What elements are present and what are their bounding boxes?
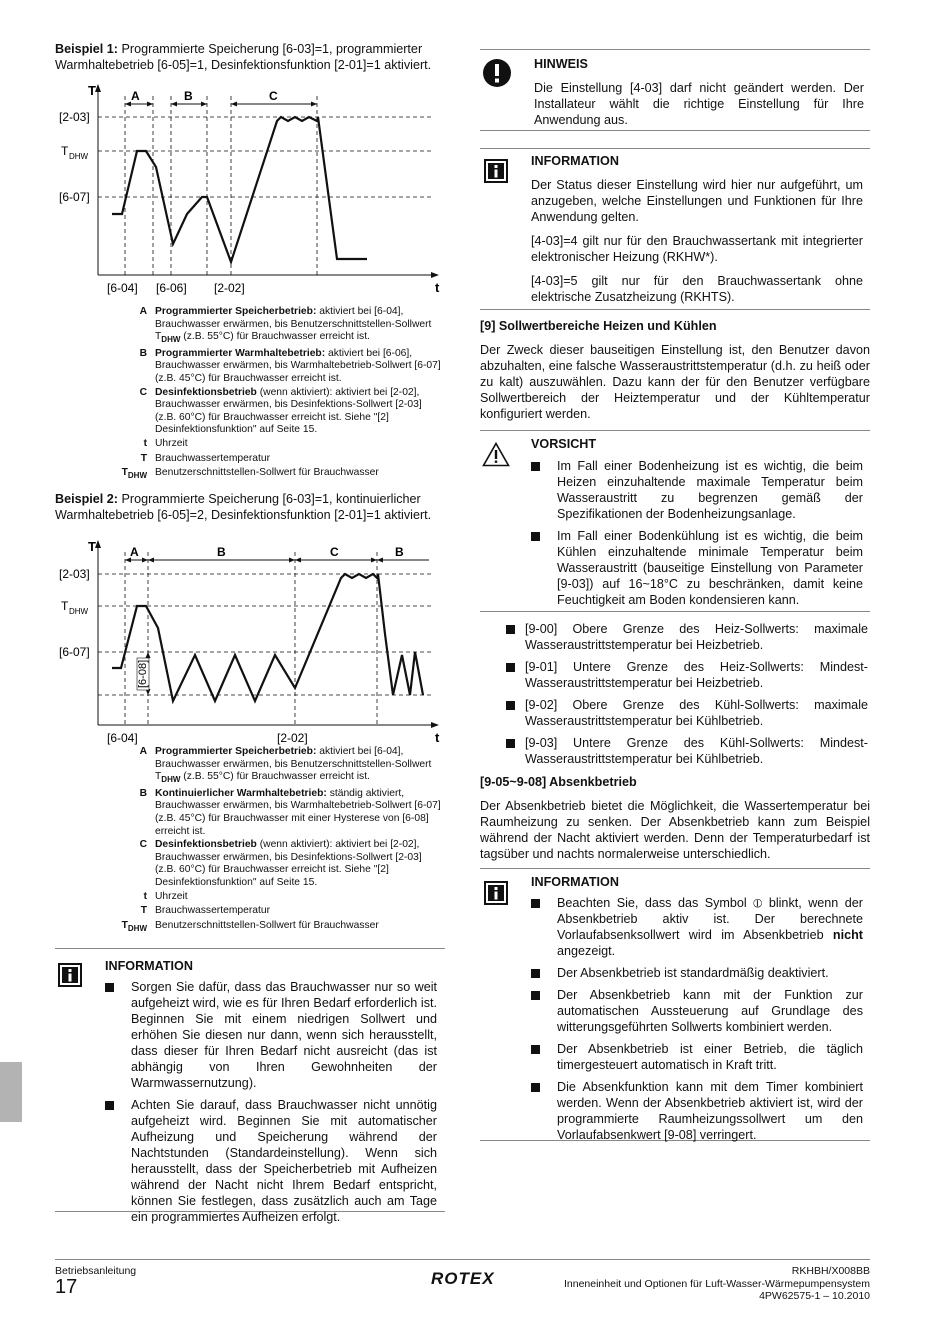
footer-right [564, 1265, 870, 1303]
page-number: 17 [55, 1276, 78, 1298]
info-icon [484, 881, 508, 905]
tick-2-02: [2-02] [214, 281, 245, 295]
side-tab-marker [0, 1062, 22, 1122]
section-text: Der Absenkbetrieb bietet die Möglichkeit, die Wassertemperatur bei Raumheizung zu senken. Der Absenkbetrieb kann zum Beispiel während der Nacht aktiviert werden. Denn der Temperaturbedarf ist tagsüber und nachts normalerweise unterschiedlich. [480, 799, 870, 861]
bullet-square [531, 991, 540, 1000]
list-item: [9-01] Untere Grenze des Heiz-Sollwerts: Mindest-Wasseraustrittstemperatur bei Heizbetrieb. [506, 659, 868, 691]
list-item: Die Absenkfunktion kann mit dem Timer kombiniert werden. Wenn der Absenkbetrieb aktiviert ist, wird der programmierte Raumheizungssollwert um den Vorlaufabsenkwert [9-08] verringert. [531, 1079, 863, 1143]
list-item: Im Fall einer Bodenheizung ist es wichtig, die beim Heizen einzuhaltende maximale Temperatur beim Wasseraustritt zu begrenzen gemäß der Spezifikationen der Bodenheizungsanlage. [531, 458, 863, 522]
tick-2-03: [2-03] [59, 110, 90, 124]
rotex-logo: ROTEX [431, 1269, 495, 1288]
tick-tdhw-sub: DHW [69, 607, 89, 616]
info-paragraph: [4-03]=5 gilt nur für den Brauchwassertank ohne elektrische Zusatzheizung (RKHTS). [531, 274, 863, 304]
phase-c-label: C [269, 89, 278, 103]
chart-example2 [55, 538, 445, 748]
bullet-square [531, 532, 540, 541]
legend-key: $T_{DHW}$ [121, 467, 147, 481]
tick-6-07: [6-07] [59, 190, 90, 204]
legend-desc: Benutzerschnittstellen-Sollwert für Brauchwasser [155, 919, 379, 931]
tick-2-03: [2-03] [59, 567, 90, 581]
list-item: Beachten Sie, dass das Symbol ⦶ blinkt, wenn der Absenkbetrieb aktiv ist. Der berechnete Vorlaufabsenksollwert wird im Absenkbetrieb nicht angezeigt. [531, 895, 863, 959]
info-paragraph: Der Status dieser Einstellung wird hier nur aufgeführt, um anzugeben, welche Einstellungen und Funktionen für Ihre Anwendung gelten. [531, 178, 863, 224]
list-item: Der Absenkbetrieb kann mit der Funktion zur automatischen Aussteuerung auf Grundlage des witterungsgeführten Sollwerts kombiniert werden. [531, 987, 863, 1035]
list-item: [9-00] Obere Grenze des Heiz-Sollwerts: maximale Wasseraustrittstemperatur bei Heizbetrieb. [506, 621, 868, 653]
tick-6-06: [6-06] [156, 281, 187, 295]
bullet-square [531, 1083, 540, 1092]
legend-key: T [140, 905, 147, 917]
list-item: Sorgen Sie dafür, dass das Brauchwasser nur so weit aufgeheizt wird, wie es für Ihren Bedarf erforderlich ist. Beginnen Sie mit einem niedrigen Sollwert und erhöhen Sie diesen nur dann, wenn sich herausstellt, dass dieser für Ihren Bedarf nicht ausreicht (das ist abhängig von Ihren Gewohnheiten der Warmwassernutzung). [105, 979, 437, 1091]
y-axis-label: T [88, 539, 96, 554]
vorsicht-title: VORSICHT [531, 437, 597, 451]
phase-c-label: C [330, 545, 339, 559]
info-box-left [55, 948, 445, 1224]
legend-key: T [140, 452, 147, 464]
temperature-curve [112, 117, 367, 262]
info-title: INFORMATION [531, 154, 619, 168]
legend-desc: Brauchwassertemperatur [155, 905, 271, 917]
info-paragraph: [4-03]=4 gilt nur für den Brauchwassertank mit integrierter elektronischer Heizung (RKHW*). [531, 234, 863, 264]
phase-b-label: B [217, 545, 226, 559]
chart-example1 [55, 82, 445, 297]
legend-desc: Uhrzeit [155, 890, 188, 902]
list-item: [9-02] Obere Grenze des Kühl-Sollwerts: maximale Wasseraustrittstemperatur bei Kühlbetrieb. [506, 697, 868, 729]
footer-doc-number: 4PW62575-1 – 10.2010 [759, 1290, 870, 1302]
section-text: Der Zweck dieser bauseitigen Einstellung ist, den Benutzer davon abzuhalten, eine falsche Wasseraustrittstemperatur (d.h. zu heiß oder zu kalt) auszuwählen. Dazu kann der für den Benutzer verfügbare Sollwertbereich der Heiztemperatur und der Kühltemperatur konfiguriert werden. [480, 343, 870, 421]
legend-desc: Kontinuierlicher Warmhaltebetrieb: ständig aktiviert, Brauchwasser erwärmen, bis Warmhaltebetrieb-Sollwert [6-07] (z.B. 45°C) für Brauchwasser mit einer Hysterese von [6-08] erreicht ist. [155, 787, 441, 837]
list-item: Im Fall einer Bodenkühlung ist es wichtig, die beim Kühlen einzuhaltende minimale Temperatur beim Wasseraustritt (bauseitige Einstellung von Parameter [9-03]) auf 16~18°C zu beschränken, damit keine Feuchtigkeit am Boden kondensieren kann. [531, 528, 863, 608]
info-icon [484, 159, 508, 183]
legend-desc: Brauchwassertemperatur [155, 452, 271, 464]
example2-heading-text: Programmierte Speicherung [6-03]=1, kontinuierlicher Warmhaltebetrieb [6-05]=2, Desinfektionsfunktion [2-01]=1 aktiviert. [55, 492, 432, 522]
info-title: INFORMATION [105, 959, 193, 973]
info-title: INFORMATION [531, 875, 619, 889]
legend-key: B [139, 347, 147, 359]
phase-b2-label: B [395, 545, 404, 559]
legend-desc: Benutzerschnittstellen-Sollwert für Brauchwasser [155, 467, 379, 479]
bullet-square [105, 983, 114, 992]
info-box-right-1 [480, 148, 870, 310]
legend-example1 [55, 306, 445, 483]
absenk-symbol-icon: ⦶ [753, 896, 763, 910]
bullet-square [531, 899, 540, 908]
legend-desc: Uhrzeit [155, 437, 188, 449]
vorsicht-box [480, 430, 870, 612]
tick-6-04: [6-04] [107, 281, 138, 295]
list-item: Der Absenkbetrieb ist einer Betrieb, die täglich timergesteuert automatisch in Kraft tritt. [531, 1041, 863, 1073]
tick-tdhw: T [61, 599, 69, 613]
hinweis-text: Die Einstellung [4-03] darf nicht geändert werden. Der Installateur wählt die richtige Einstellung für Ihre Anwendung aus. [534, 81, 864, 127]
bullet-square [531, 1045, 540, 1054]
bullet-square [506, 701, 515, 710]
phase-a-label: A [130, 545, 139, 559]
example2-heading-bold: Beispiel 2: [55, 492, 118, 506]
section-heading: [9] Sollwertbereiche Heizen und Kühlen [480, 319, 717, 333]
legend-key: B [139, 787, 147, 799]
legend-desc: Programmierter Warmhaltebetrieb: aktiviert bei [6-06], Brauchwasser erwärmen, bis Warmhaltebetrieb-Sollwert [6-07] (z.B. 45°C) für Brauchwasser erreicht ist. [155, 347, 441, 385]
legend-example2 [55, 746, 445, 935]
x-axis-label: t [435, 730, 440, 745]
tick-tdhw: T [61, 144, 69, 158]
example1-heading-bold: Beispiel 1: [55, 42, 118, 56]
warning-circle-icon [482, 58, 512, 88]
legend-desc: Desinfektionsbetrieb (wenn aktiviert): aktiviert bei [2-02], Brauchwasser erwärmen, bis Desinfektions-Sollwert [2-03] (z.B. 60°C) für Brauchwasser erreicht ist. Siehe "[2] Desinfektionsfunktion" auf Seite 15. [155, 839, 422, 888]
tick-2-02: [2-02] [277, 731, 308, 745]
legend-key: t [143, 437, 147, 449]
footer-doc-type: Betriebsanleitung [55, 1265, 137, 1277]
legend-key: C [139, 839, 147, 851]
example1-heading-text: Programmierte Speicherung [6-03]=1, programmierter Warmhaltebetrieb [6-05]=1, Desinfektionsfunktion [2-01]=1 aktiviert. [55, 42, 432, 72]
tick-6-07: [6-07] [59, 645, 90, 659]
temperature-curve [112, 574, 423, 701]
footer-product: Inneneinheit und Optionen für Luft-Wasser-Wärmepumpensystem [563, 1277, 870, 1290]
phase-b-label: B [184, 89, 193, 103]
tick-tdhw-sub: DHW [69, 152, 89, 161]
bullet-square [531, 462, 540, 471]
example1-heading [55, 41, 445, 73]
y-axis-label: T [88, 83, 96, 98]
legend-key: A [139, 306, 147, 317]
section-heading: [9-05~9-08] Absenkbetrieb [480, 775, 637, 789]
list-item: Der Absenkbetrieb ist standardmäßig deaktiviert. [531, 965, 863, 981]
legend-key: C [139, 386, 147, 398]
bullet-square [506, 625, 515, 634]
caution-triangle-icon [482, 442, 510, 467]
list-item: [9-03] Untere Grenze des Kühl-Sollwerts: Mindest-Wasseraustrittstemperatur bei Kühlbetrieb. [506, 735, 868, 767]
phase-a-label: A [131, 89, 140, 103]
hinweis-title: HINWEIS [534, 57, 588, 71]
example2-heading [55, 491, 445, 523]
tick-6-04: [6-04] [107, 731, 138, 745]
param-list [506, 621, 868, 767]
legend-desc: Programmierter Speicherbetrieb: aktiviert bei [6-04], Brauchwasser erwärmen, bis Benutzerschnittstellen-Sollwert $T_{DHW}$ (z.B. 55°C) für Brauchwasser erreicht ist. [155, 746, 432, 785]
legend-key: $T_{DHW}$ [121, 919, 147, 933]
footer-rule [55, 1259, 870, 1260]
footer-model: RKHBH/X008BB [791, 1265, 870, 1277]
legend-desc: Desinfektionsbetrieb (wenn aktiviert): aktiviert bei [2-02], Brauchwasser erwärmen, bis Desinfektions-Sollwert [2-03] (z.B. 60°C) für Brauchwasser erreicht ist. Siehe "[2] Desinfektionsfunktion" auf Seite 15. [155, 386, 422, 436]
list-item: Achten Sie darauf, dass Brauchwasser nicht unnötig aufgeheizt wird. Beginnen Sie mit automatischer Aufheizung und Speicherung während der Nachtstunden (Standardeinstellung). Wenn sich herausstellt, dass der Speicherbetrieb mit Aufheizen während der Nacht nicht Ihrem Bedarf entspricht, können Sie festlegen, dass zusätzlich auch am Tage ein programmiertes Aufheizen erfolgt. [105, 1097, 437, 1225]
bullet-square [506, 739, 515, 748]
hysteresis-label: [6-08] [137, 659, 149, 688]
bullet-square [105, 1101, 114, 1110]
info-box-right-2 [480, 868, 870, 1141]
bullet-square [531, 969, 540, 978]
legend-key: A [139, 746, 147, 757]
info-icon [58, 963, 82, 987]
legend-key: t [143, 890, 147, 902]
x-axis-label: t [435, 280, 440, 295]
legend-desc: Programmierter Speicherbetrieb: aktiviert bei [6-04], Brauchwasser erwärmen, bis Benutzerschnittstellen-Sollwert $T_{DHW}$ (z.B. 55°C) für Brauchwasser erreicht ist. [155, 306, 432, 345]
bullet-square [506, 663, 515, 672]
hinweis-box [480, 49, 870, 131]
